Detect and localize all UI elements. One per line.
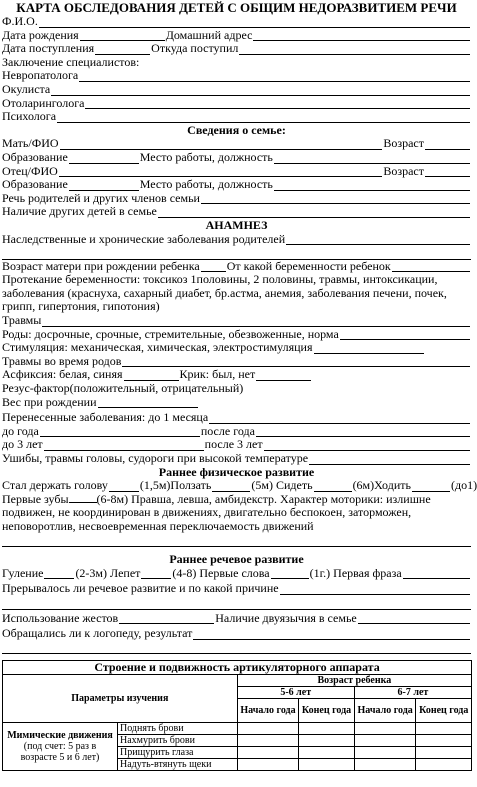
mimic-group-label: Мимические движения xyxy=(7,730,113,742)
father-education-row xyxy=(2,178,471,192)
first-phrase-label: (1г.) Первая фраза xyxy=(309,565,402,580)
table-cell[interactable] xyxy=(354,747,416,759)
workplace-field[interactable] xyxy=(274,180,470,191)
birth-trauma-field[interactable] xyxy=(122,356,470,367)
mimic-group-cell xyxy=(3,723,118,771)
hereditary-field-continued[interactable] xyxy=(2,246,471,260)
interrupted-field[interactable] xyxy=(280,584,470,595)
params-header: Параметры изучения xyxy=(3,675,238,723)
specialist-field[interactable] xyxy=(51,85,470,96)
logoped-label: Обращались ли к логопеду, результат xyxy=(2,626,193,641)
mimic-group-note: (под счет: 5 раз в возрасте 5 и 6 лет) xyxy=(20,741,100,764)
table-cell[interactable] xyxy=(299,723,355,735)
articulation-table xyxy=(2,660,472,771)
gestures-label: Использование жестов xyxy=(2,610,119,625)
motor-milestones-row xyxy=(2,478,477,493)
weight-field[interactable] xyxy=(98,397,198,408)
walk-label: (6м)Ходить xyxy=(352,478,411,493)
specialist-label: Отоларинголога xyxy=(2,95,85,110)
home-address-field[interactable] xyxy=(253,30,470,41)
birth-row xyxy=(2,29,471,43)
after-year-label: после года xyxy=(200,423,255,438)
admission-row xyxy=(2,42,471,56)
start-year-header: Начало года xyxy=(237,699,299,723)
interrupted-row xyxy=(2,582,471,596)
siblings-field[interactable] xyxy=(158,207,470,218)
mother-education-row xyxy=(2,151,471,165)
teeth-motor-text xyxy=(2,493,471,534)
workplace-label: Место работы, должность xyxy=(139,177,273,192)
hereditary-row xyxy=(2,233,471,247)
rh-factor-label: Резус-фактор(положительный, отрицательный) xyxy=(2,381,244,396)
articulation-caption: Строение и подвижность артикуляторного аппарата xyxy=(3,661,472,675)
education-label: Образование xyxy=(2,177,68,192)
to-year-field[interactable] xyxy=(40,426,200,437)
document-title: КАРТА ОБСЛЕДОВАНИЯ ДЕТЕЙ С ОБЩИМ НЕДОРАЗВИТИЕМ РЕЧИ xyxy=(16,0,457,15)
hold-head-label: Стал держать голову xyxy=(2,478,108,493)
mother-age-row xyxy=(2,260,471,274)
came-from-label: Откуда поступил xyxy=(151,41,239,56)
mother-label: Мать/ФИО xyxy=(2,136,59,151)
head-injuries-row xyxy=(2,452,471,466)
interrupted-field-continued[interactable] xyxy=(2,596,471,610)
cry-label: Крик: был, нет xyxy=(179,367,256,382)
mother-age-label: Возраст xyxy=(383,136,424,151)
workplace-field[interactable] xyxy=(274,153,470,164)
table-cell[interactable] xyxy=(416,759,472,771)
to-3-row xyxy=(2,438,471,452)
family-heading: Сведения о семье: xyxy=(187,122,286,137)
education-field[interactable] xyxy=(69,180,139,191)
to-year-label: до года xyxy=(2,423,39,438)
mother-age-field[interactable] xyxy=(425,139,470,150)
stimulation-row xyxy=(2,341,471,355)
parents-speech-row xyxy=(2,192,471,206)
mother-field[interactable] xyxy=(60,139,383,150)
mother-row xyxy=(2,137,471,151)
first-words-label: (4-8) Первые слова xyxy=(172,565,270,580)
specialist-label: Психолога xyxy=(2,109,57,124)
end-year-header: Конец года xyxy=(416,699,472,723)
first-words-field[interactable] xyxy=(271,568,309,579)
diseases-field[interactable] xyxy=(209,413,470,424)
babble-field[interactable] xyxy=(141,568,171,579)
to-year-row xyxy=(2,425,471,439)
bilingual-label: Наличие двуязычия в семье xyxy=(215,610,357,625)
babble-label: (2-3м) Лепет xyxy=(75,565,141,580)
hereditary-label: Наследственные и хронические заболевания родителей xyxy=(2,231,286,246)
delivery-label: Роды: досрочные, срочные, стремительные, обезвоженные, норма xyxy=(2,326,339,341)
specialist-field[interactable] xyxy=(79,71,470,82)
table-cell[interactable] xyxy=(237,747,299,759)
admission-date-label: Дата поступления xyxy=(2,41,95,56)
father-age-label: Возраст xyxy=(383,163,424,178)
head-injuries-field[interactable] xyxy=(309,454,470,465)
siblings-label: Наличие других детей в семье xyxy=(2,204,157,219)
cry-field[interactable] xyxy=(256,370,311,381)
mother-birth-age-field[interactable] xyxy=(201,261,226,272)
row-label: Прищурить глаза xyxy=(118,747,238,759)
to-3-field[interactable] xyxy=(44,440,204,451)
mother-birth-age-label: Возраст матери при рождении ребенка xyxy=(2,258,200,273)
fio-row xyxy=(2,15,471,29)
after-3-field[interactable] xyxy=(264,440,470,451)
start-year-header: Начало года xyxy=(354,699,416,723)
teeth-label: Первые зубы xyxy=(2,491,69,506)
weight-row xyxy=(2,396,471,410)
to-3-label: до 3 лет xyxy=(2,437,43,452)
speech-heading: Раннее речевое развитие xyxy=(169,552,304,567)
end-year-header: Конец года xyxy=(299,699,355,723)
motor-description: (6-8м) Правша, левша, амбидекстр. Характер моторики: излишне подвижен, не координирован в движениях, двигательно беспокоен, заторможен, неповоротлив, несвоевременная переключаемость движений xyxy=(2,491,431,533)
motor-field[interactable] xyxy=(2,534,471,548)
diseases-label: Перенесенные заболевания: до 1 месяца xyxy=(2,410,209,425)
rh-factor-row xyxy=(2,382,471,396)
hold-head-field[interactable] xyxy=(109,481,139,492)
crawl-label: (1,5м)Ползать xyxy=(139,478,212,493)
father-label: Отец/ФИО xyxy=(2,163,58,178)
which-pregnancy-label: От какой беременности ребенок xyxy=(226,258,391,273)
came-from-field[interactable] xyxy=(239,44,470,55)
specialist-field[interactable] xyxy=(57,112,470,123)
after-3-label: после 3 лет xyxy=(204,437,263,452)
injuries-row xyxy=(2,314,471,328)
education-label: Образование xyxy=(2,149,68,164)
sit-field[interactable] xyxy=(314,481,352,492)
table-cell[interactable] xyxy=(416,735,472,747)
table-cell[interactable] xyxy=(354,723,416,735)
siblings-row xyxy=(2,205,471,219)
specialist-row xyxy=(2,110,471,124)
after-year-field[interactable] xyxy=(256,426,470,437)
logoped-row xyxy=(2,627,471,641)
interrupted-label: Прерывалось ли речевое развитие и по какой причине xyxy=(2,581,279,596)
father-field[interactable] xyxy=(59,166,383,177)
fio-field[interactable] xyxy=(39,17,470,28)
parents-speech-label: Речь родителей и других членов семьи xyxy=(2,190,200,205)
specialist-label: Невропатолога xyxy=(2,68,79,83)
age-5-6-header: 5-6 лет xyxy=(237,687,354,699)
father-age-field[interactable] xyxy=(425,166,470,177)
birth-date-field[interactable] xyxy=(80,30,165,41)
table-cell[interactable] xyxy=(299,747,355,759)
birth-trauma-row xyxy=(2,355,471,369)
asphyxia-row xyxy=(2,368,471,382)
row-label: Надуть-втянуть щеки xyxy=(118,759,238,771)
delivery-field[interactable] xyxy=(340,329,470,340)
home-address-label: Домашний адрес xyxy=(165,27,253,42)
workplace-label: Место работы, должность xyxy=(139,149,273,164)
head-injuries-label: Ушибы, травмы головы, судороги при высокой температуре xyxy=(2,451,309,465)
speech-milestones-row xyxy=(2,567,471,581)
specialists-heading: Заключение специалистов: xyxy=(2,54,140,69)
cooing-field[interactable] xyxy=(44,568,74,579)
table-cell[interactable] xyxy=(237,735,299,747)
logoped-field[interactable] xyxy=(193,629,470,640)
specialists-heading-row xyxy=(2,56,471,70)
gestures-row xyxy=(2,612,471,626)
age-6-7-header: 6-7 лет xyxy=(354,687,471,699)
bilingual-field[interactable] xyxy=(358,613,470,624)
birth-date-label: Дата рождения xyxy=(2,27,79,42)
asphyxia-label: Асфиксия: белая, синяя xyxy=(2,367,123,382)
table-row xyxy=(3,723,472,735)
walk-end-label: (до1) xyxy=(450,478,477,493)
cooing-label: Гуление xyxy=(2,565,44,580)
weight-label: Вес при рождении xyxy=(2,394,97,409)
specialist-label: Окулиста xyxy=(2,81,51,96)
teeth-field[interactable] xyxy=(69,493,97,503)
asphyxia-field[interactable] xyxy=(124,370,179,381)
row-label: Поднять брови xyxy=(118,723,238,735)
specialist-field[interactable] xyxy=(85,98,470,109)
first-phrase-field[interactable] xyxy=(403,568,470,579)
father-row xyxy=(2,165,471,179)
specialist-row xyxy=(2,69,471,83)
physical-heading: Раннее физическое развитие xyxy=(158,464,315,479)
specialist-row xyxy=(2,97,471,111)
walk-field[interactable] xyxy=(412,481,450,492)
which-pregnancy-field[interactable] xyxy=(392,261,470,272)
stimulation-field[interactable] xyxy=(314,343,424,354)
row-label: Нахмурить брови xyxy=(118,735,238,747)
table-cell[interactable] xyxy=(416,747,472,759)
table-cell[interactable] xyxy=(299,759,355,771)
diseases-row xyxy=(2,411,471,425)
stimulation-label: Стимуляция: механическая, химическая, электростимуляция xyxy=(2,340,313,355)
table-cell[interactable] xyxy=(237,759,299,771)
table-cell[interactable] xyxy=(354,759,416,771)
birth-trauma-label: Травмы во время родов xyxy=(2,353,122,368)
injuries-field[interactable] xyxy=(42,316,470,327)
table-cell[interactable] xyxy=(237,723,299,735)
injuries-label: Травмы xyxy=(2,313,42,328)
table-cell[interactable] xyxy=(299,735,355,747)
sit-label: (5м) Сидеть xyxy=(251,478,313,493)
delivery-row xyxy=(2,328,471,342)
fio-label: Ф.И.О. xyxy=(2,14,38,28)
table-cell[interactable] xyxy=(416,723,472,735)
pregnancy-course-text: Протекание беременности: токсикоз 1половины, 2 половины, травмы, интоксикации, заболевания (краснуха, сахарный диабет, бр.астма, анемия, заболевания печени, почек, грипп, гипертония, гипотония) xyxy=(2,272,447,314)
logoped-field-continued[interactable] xyxy=(2,641,471,655)
child-age-header: Возраст ребенка xyxy=(237,675,471,687)
anamnesis-heading: АНАМНЕЗ xyxy=(205,217,268,232)
parents-speech-field[interactable] xyxy=(201,193,470,204)
table-cell[interactable] xyxy=(354,735,416,747)
crawl-field[interactable] xyxy=(212,481,250,492)
gestures-field[interactable] xyxy=(119,613,214,624)
hereditary-field[interactable] xyxy=(286,234,470,245)
admission-date-field[interactable] xyxy=(95,44,150,55)
specialist-row xyxy=(2,83,471,97)
education-field[interactable] xyxy=(69,153,139,164)
